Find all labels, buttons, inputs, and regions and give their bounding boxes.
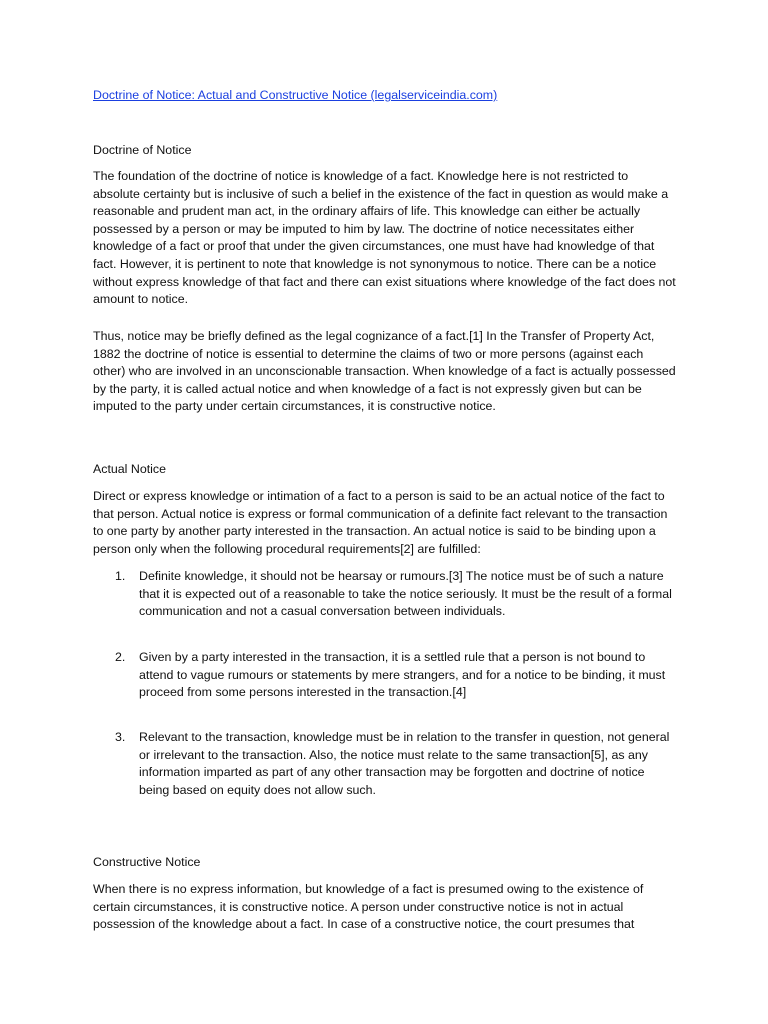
doctrine-paragraph-1-block xyxy=(93,168,678,309)
heading-actual-notice: Actual Notice xyxy=(93,462,167,476)
section-heading-actual-notice xyxy=(93,461,678,479)
source-link[interactable]: Doctrine of Notice: Actual and Constructive Notice (legalserviceindia.com) xyxy=(93,88,498,102)
list-item-number: 3. xyxy=(115,730,126,744)
list-item xyxy=(93,649,678,702)
doctrine-paragraph-2-block xyxy=(93,328,678,416)
list-item-text: Definite knowledge, it should not be hearsay or rumours.[3] The notice must be of such a nature that it is expected out of a reasonable to take the notice seriously. It must be the result of a formal communication and not a casual conversation between individuals. xyxy=(139,569,672,619)
section-heading-doctrine-of-notice xyxy=(93,142,678,160)
list-item-number: 1. xyxy=(115,569,126,583)
actual-notice-intro-block xyxy=(93,488,678,558)
requirements-list xyxy=(93,568,678,621)
constructive-notice-intro: When there is no express information, but knowledge of a fact is presumed owing to the existence of certain circumstances, it is constructive notice. A person under constructive notice is not in actual possession of the knowledge about a fact. In case of a constructive notice, the court presumes that xyxy=(93,882,644,932)
list-item xyxy=(93,729,678,799)
list-item-number: 2. xyxy=(115,650,126,664)
list-item-text: Given by a party interested in the transaction, it is a settled rule that a person is not bound to attend to vague rumours or statements by mere strangers, and for a notice to be binding, it must proceed from some persons interested in the transaction.[4] xyxy=(139,650,666,700)
doctrine-paragraph-1: The foundation of the doctrine of notice is knowledge of a fact. Knowledge here is not restricted to absolute certainty but is inclusive of such a belief in the existence of the fact in question as would make a reasonable and prudent man act, in the ordinary affairs of life. This knowledge can either be actually possessed by a person or may be imputed to him by law. The doctrine of notice necessitates either knowledge of a fact or proof that under the given circumstances, one must have had knowledge of that fact. However, it is pertinent to note that knowledge is not synonymous to notice. There can be a notice without express knowledge of that fact and there can exist situations where knowledge of the fact does not amount to notice. xyxy=(93,169,676,307)
requirements-list-item-3 xyxy=(93,729,678,799)
section-heading-constructive-notice xyxy=(93,854,678,872)
requirements-list xyxy=(93,729,678,799)
actual-notice-intro: Direct or express knowledge or intimation of a fact to a person is said to be an actual notice of the fact to that person. Actual notice is express or formal communication of a definite fact relevant to the transaction to one party by another party interested in the transaction. An actual notice is said to be binding upon a person only when the following procedural requirements[2] are fulfilled: xyxy=(93,489,668,556)
requirements-list-item-2 xyxy=(93,649,678,702)
doctrine-paragraph-2: Thus, notice may be briefly defined as the legal cognizance of a fact.[1] In the Transfer of Property Act, 1882 the doctrine of notice is essential to determine the claims of two or more persons (against each other) who are involved in an unconscionable transaction. When knowledge of a fact is actually possessed by the party, it is called actual notice and when knowledge of a fact is not expressly given but can be imputed to the party under certain circumstances, it is constructive notice. xyxy=(93,329,676,414)
list-item-text: Relevant to the transaction, knowledge must be in relation to the transfer in question, not general or irrelevant to the transaction. Also, the notice must relate to the same transaction[5], as any information imparted as part of any other transaction may be forgotten and doctrine of notice being based on equity does not allow such. xyxy=(139,730,670,797)
requirements-list-item-1 xyxy=(93,568,678,621)
heading-doctrine-of-notice: Doctrine of Notice xyxy=(93,143,192,157)
heading-constructive-notice: Constructive Notice xyxy=(93,855,201,869)
source-link-line xyxy=(93,87,678,105)
list-item xyxy=(93,568,678,621)
requirements-list xyxy=(93,649,678,702)
constructive-notice-intro-block xyxy=(93,881,678,934)
